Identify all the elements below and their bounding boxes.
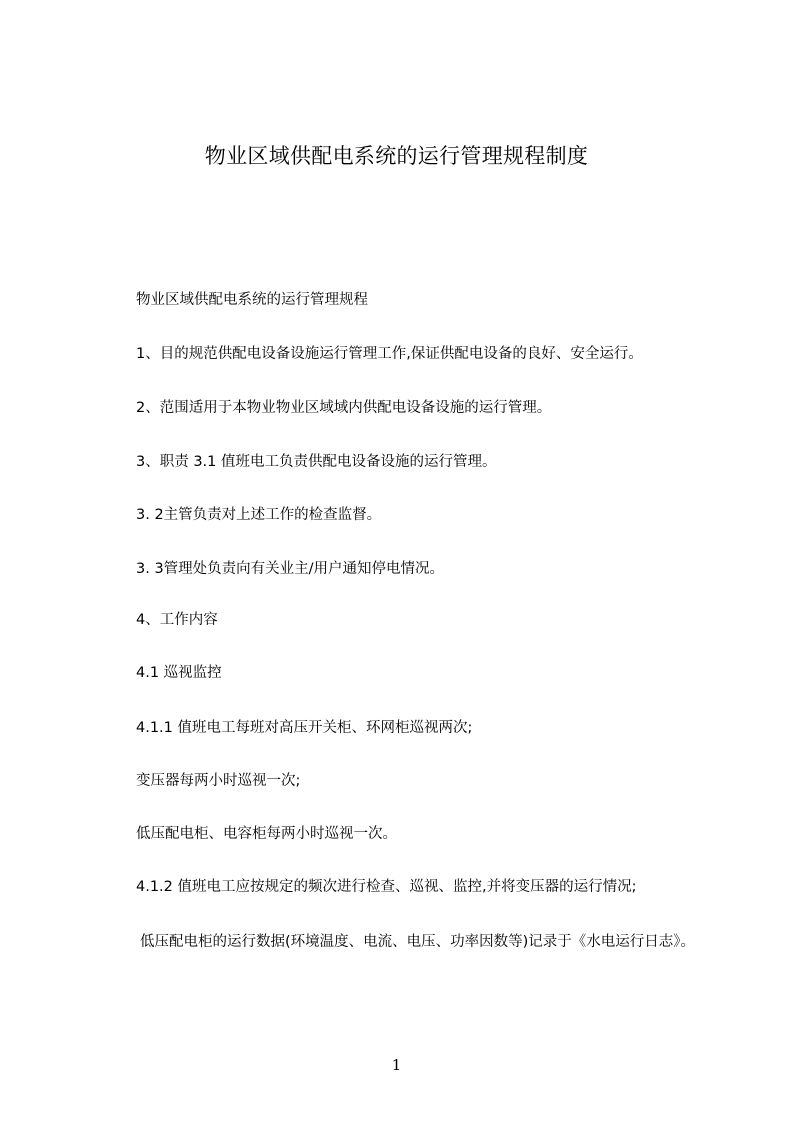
paragraph-inspection-411: 4.1.1 值班电工每班对高压开关柜、环网柜巡视两次;: [136, 720, 473, 736]
paragraph-supervisor: 3. 2主管负责对上述工作的检查监督。: [136, 507, 382, 523]
paragraph-purpose: 1、目的规范供配电设备设施运行管理工作,保证供配电设备的良好、安全运行。: [136, 346, 643, 362]
document-title: 物业区域供配电系统的运行管理规程制度: [204, 144, 589, 168]
paragraph-inspection-412: 4.1.2 值班电工应按规定的频次进行检查、巡视、监控,并将变压器的运行情况;: [136, 879, 637, 895]
section-heading: 物业区域供配电系统的运行管理规程: [136, 292, 368, 308]
paragraph-management-office: 3. 3管理处负责向有关业主/用户通知停电情况。: [136, 561, 445, 577]
paragraph-transformer: 变压器每两小时巡视一次;: [136, 773, 301, 789]
paragraph-operation-data-text: 低压配电柜的运行数据(环境温度、电流、电压、功率因数等)记录于《水电运行日志》。: [140, 934, 696, 950]
paragraph-low-voltage: 低压配电柜、电容柜每两小时巡视一次。: [136, 826, 397, 842]
page-number: 1: [391, 1056, 402, 1074]
paragraph-inspection-heading: 4.1 巡视监控: [136, 665, 222, 681]
paragraph-scope: 2、范围适用于本物业物业区域域内供配电设备设施的运行管理。: [136, 400, 552, 416]
paragraph-responsibility: 3、职责 3.1 值班电工负责供配电设备设施的运行管理。: [136, 454, 497, 470]
paragraph-operation-data: [105, 928, 715, 956]
paragraph-work-content: 4、工作内容: [136, 612, 218, 628]
